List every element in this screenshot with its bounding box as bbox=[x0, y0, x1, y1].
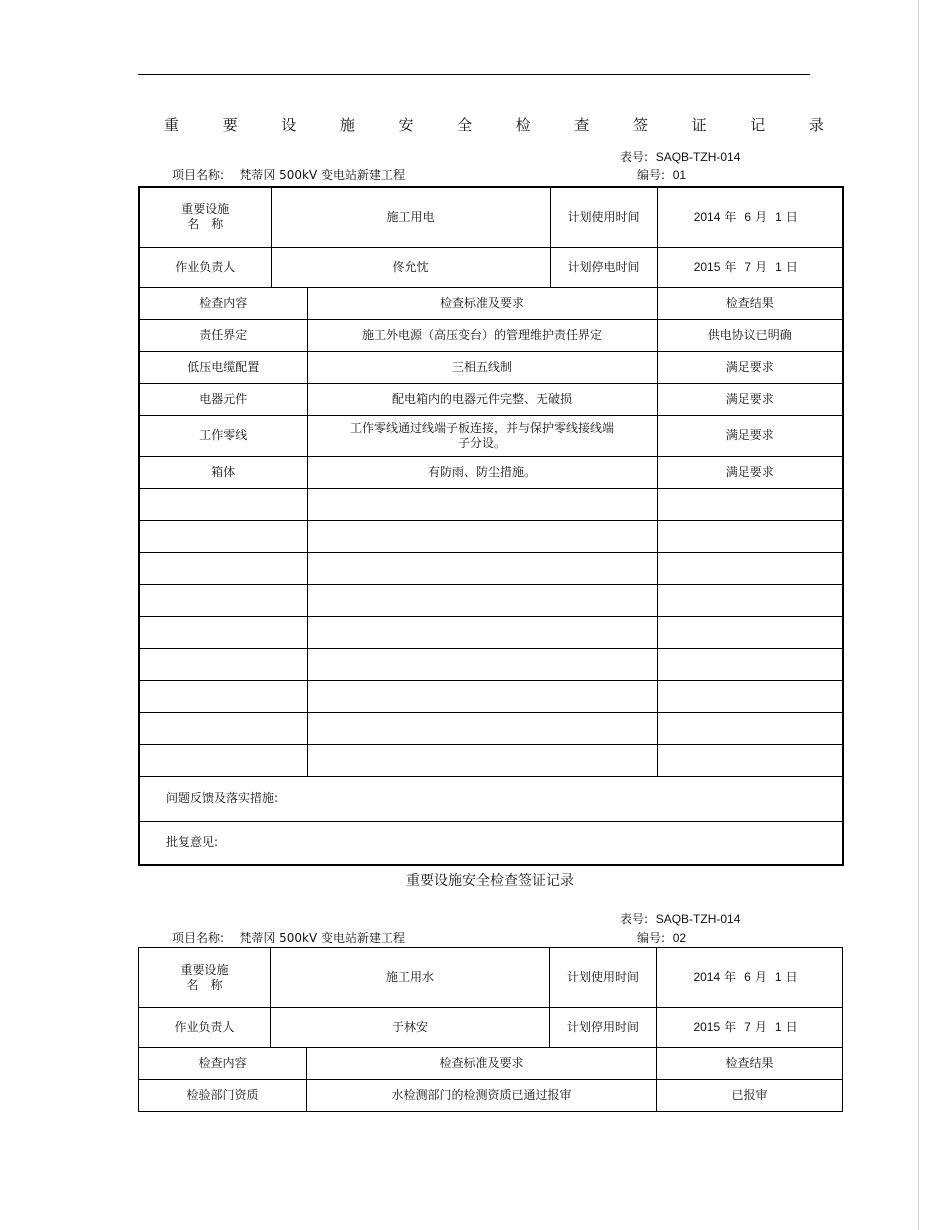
planned-use-label: 计划使用时间 bbox=[550, 187, 657, 247]
planned-stop-date: 2015 年 7 月 1 日 bbox=[657, 247, 843, 287]
planned-use-date: 2014 年 6 月 1 日 bbox=[657, 187, 843, 247]
check-item: 低压电缆配置 bbox=[139, 351, 307, 383]
title-char: 施 bbox=[339, 116, 355, 134]
manager-name: 佟允忱 bbox=[271, 247, 550, 287]
table-row bbox=[139, 351, 843, 383]
check-standard: 工作零线通过线端子板连接，并与保护零线接线端子分设。 bbox=[307, 415, 657, 456]
inspection-table-1 bbox=[138, 186, 844, 866]
empty-row bbox=[139, 712, 843, 744]
page-edge bbox=[918, 0, 919, 1230]
table-row bbox=[139, 456, 843, 488]
empty-row bbox=[139, 648, 843, 680]
manager-label: 作业负责人 bbox=[139, 247, 271, 287]
title-char: 全 bbox=[457, 116, 473, 134]
second-form-title: 重要设施安全检查签证记录 bbox=[406, 873, 574, 889]
header-check-result: 检查结果 bbox=[657, 287, 843, 319]
header-check-item: 检查内容 bbox=[139, 287, 307, 319]
empty-row bbox=[139, 744, 843, 776]
title-char: 签 bbox=[633, 116, 649, 134]
table-row bbox=[139, 1080, 843, 1112]
form-number: 表号: SAQB-TZH-014 bbox=[620, 912, 741, 926]
empty-row bbox=[139, 520, 843, 552]
check-standard: 施工外电源（高压变台）的管理维护责任界定 bbox=[307, 319, 657, 351]
header-check-result: 检查结果 bbox=[657, 1048, 843, 1080]
feedback-field: 问题反馈及落实措施: bbox=[139, 776, 843, 821]
check-result: 满足要求 bbox=[657, 415, 843, 456]
empty-row bbox=[139, 552, 843, 584]
empty-row bbox=[139, 488, 843, 520]
facility-name: 施工用水 bbox=[271, 948, 550, 1008]
check-item: 电器元件 bbox=[139, 383, 307, 415]
inspection-table-2 bbox=[138, 947, 843, 1112]
check-item: 责任界定 bbox=[139, 319, 307, 351]
form-title bbox=[164, 114, 824, 135]
check-result: 已报审 bbox=[657, 1080, 843, 1112]
header-check-standard: 检查标准及要求 bbox=[307, 287, 657, 319]
manager-name: 于林安 bbox=[271, 1008, 550, 1048]
facility-label: 重要设施 名 称 bbox=[139, 187, 271, 247]
title-char: 证 bbox=[691, 116, 707, 134]
planned-use-label: 计划使用时间 bbox=[550, 948, 657, 1008]
title-char: 要 bbox=[222, 116, 238, 134]
planned-use-date: 2014 年 6 月 1 日 bbox=[657, 948, 843, 1008]
title-char: 记 bbox=[750, 116, 766, 134]
manager-label: 作业负责人 bbox=[139, 1008, 271, 1048]
check-item: 箱体 bbox=[139, 456, 307, 488]
title-char: 重 bbox=[164, 116, 180, 134]
check-result: 满足要求 bbox=[657, 383, 843, 415]
project-name: 项目名称: 梵蒂冈 500kV 变电站新建工程 bbox=[172, 931, 406, 945]
title-char: 录 bbox=[808, 116, 824, 134]
serial-number: 编号: 02 bbox=[637, 931, 687, 945]
title-char: 检 bbox=[515, 116, 531, 134]
table-row bbox=[139, 383, 843, 415]
check-standard: 水检测部门的检测资质已通过报审 bbox=[307, 1080, 657, 1112]
check-result: 满足要求 bbox=[657, 456, 843, 488]
header-check-standard: 检查标准及要求 bbox=[307, 1048, 657, 1080]
approval-field: 批复意见: bbox=[139, 821, 843, 865]
check-result: 满足要求 bbox=[657, 351, 843, 383]
check-standard: 有防雨、防尘措施。 bbox=[307, 456, 657, 488]
check-item: 工作零线 bbox=[139, 415, 307, 456]
empty-row bbox=[139, 680, 843, 712]
planned-stop-label: 计划停用时间 bbox=[550, 1008, 657, 1048]
serial-number: 编号: 01 bbox=[637, 168, 687, 182]
title-char: 设 bbox=[281, 116, 297, 134]
title-char: 安 bbox=[398, 116, 414, 134]
empty-row bbox=[139, 616, 843, 648]
table-row bbox=[139, 415, 843, 456]
planned-stop-label: 计划停电时间 bbox=[550, 247, 657, 287]
form-number: 表号: SAQB-TZH-014 bbox=[620, 150, 741, 164]
check-result: 供电协议已明确 bbox=[657, 319, 843, 351]
empty-row bbox=[139, 584, 843, 616]
top-rule bbox=[138, 74, 810, 75]
facility-name: 施工用电 bbox=[271, 187, 550, 247]
check-item: 检验部门资质 bbox=[139, 1080, 307, 1112]
check-standard: 配电箱内的电器元件完整、无破损 bbox=[307, 383, 657, 415]
check-standard: 三相五线制 bbox=[307, 351, 657, 383]
facility-label: 重要设施 名 称 bbox=[139, 948, 271, 1008]
title-char: 查 bbox=[574, 116, 590, 134]
planned-stop-date: 2015 年 7 月 1 日 bbox=[657, 1008, 843, 1048]
table-row bbox=[139, 319, 843, 351]
project-name: 项目名称: 梵蒂冈 500kV 变电站新建工程 bbox=[172, 168, 406, 182]
header-check-item: 检查内容 bbox=[139, 1048, 307, 1080]
